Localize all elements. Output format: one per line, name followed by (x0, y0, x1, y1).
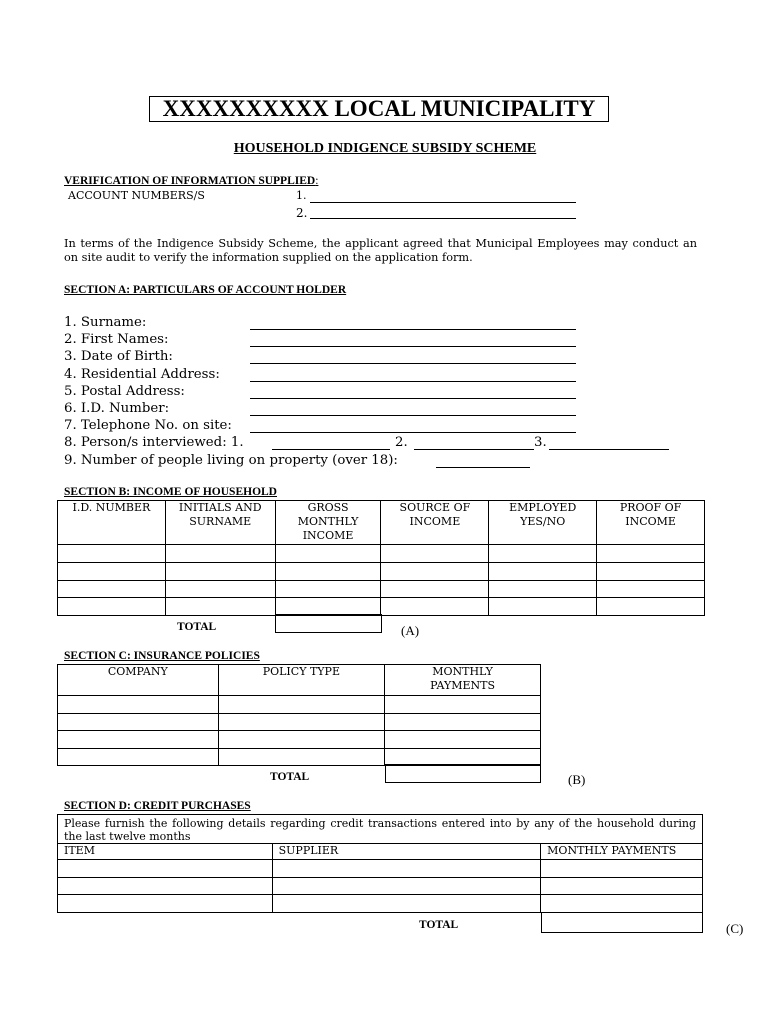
table-row (58, 545, 705, 563)
person-3-label: 3. (534, 435, 547, 450)
table-cell[interactable] (218, 714, 385, 731)
table-cell[interactable] (385, 714, 541, 731)
people-over-18-field[interactable] (436, 467, 530, 468)
table-row (58, 895, 703, 913)
verification-heading: VERIFICATION OF INFORMATION SUPPLIED: (64, 175, 319, 187)
section-d-instruction: Please furnish the following details regarding credit transactions entered into by any of the household during the last twelve months (58, 815, 703, 844)
telephone-label: 7. Telephone No. on site: (64, 418, 232, 433)
table-cell[interactable] (58, 696, 219, 714)
table-cell[interactable] (58, 731, 219, 749)
section-d-marker: (C) (726, 921, 744, 936)
surname-label: 1. Surname: (64, 315, 147, 330)
insurance-table (57, 664, 541, 766)
table-row (58, 731, 541, 749)
table-row (58, 714, 541, 731)
table-cell[interactable] (165, 545, 275, 563)
table-header-row (58, 665, 541, 696)
column-header: POLICY TYPE (218, 665, 385, 696)
date-of-birth-field[interactable] (250, 363, 576, 364)
table-cell[interactable] (381, 545, 489, 563)
credit-purchases-table (57, 814, 703, 913)
table-cell[interactable] (218, 696, 385, 714)
table-cell[interactable] (272, 895, 541, 913)
table-cell[interactable] (597, 563, 705, 581)
table-row (58, 878, 703, 895)
residential-address-field[interactable] (250, 381, 576, 382)
table-cell[interactable] (597, 581, 705, 598)
table-cell[interactable] (385, 749, 541, 766)
column-header: ITEM (58, 844, 273, 860)
table-cell[interactable] (541, 878, 703, 895)
table-cell[interactable] (58, 860, 273, 878)
column-header: COMPANY (58, 665, 219, 696)
table-cell[interactable] (218, 749, 385, 766)
table-cell[interactable] (58, 749, 219, 766)
column-header: MONTHLY PAYMENTS (385, 665, 541, 696)
table-cell[interactable] (165, 563, 275, 581)
section-a-heading: SECTION A: PARTICULARS OF ACCOUNT HOLDER (64, 284, 347, 296)
section-d-total-label: TOTAL (419, 919, 459, 931)
table-cell[interactable] (385, 731, 541, 749)
column-header: EMPLOYED YES/NO (489, 501, 597, 545)
person-2-label: 2. (395, 435, 408, 450)
page-title: XXXXXXXXXX LOCAL MUNICIPALITY (149, 96, 609, 122)
form-subtitle: HOUSEHOLD INDIGENCE SUBSIDY SCHEME (233, 141, 537, 156)
table-cell[interactable] (381, 598, 489, 616)
table-row (58, 860, 703, 878)
postal-address-label: 5. Postal Address: (64, 384, 185, 399)
postal-address-field[interactable] (250, 398, 576, 399)
table-cell[interactable] (597, 598, 705, 616)
table-cell[interactable] (165, 598, 275, 616)
column-header: GROSS MONTHLY INCOME (275, 501, 381, 545)
first-names-field[interactable] (250, 346, 576, 347)
section-d-total-field[interactable] (541, 912, 703, 933)
column-header: SUPPLIER (272, 844, 541, 860)
table-cell[interactable] (597, 545, 705, 563)
column-header: INITIALS AND SURNAME (165, 501, 275, 545)
column-header: I.D. NUMBER (58, 501, 166, 545)
table-cell[interactable] (58, 581, 166, 598)
account-number-2-label: 2. (296, 206, 308, 220)
table-header-row (58, 501, 705, 545)
table-cell[interactable] (272, 878, 541, 895)
table-cell[interactable] (58, 563, 166, 581)
account-number-2-field[interactable] (310, 218, 576, 219)
table-cell[interactable] (58, 878, 273, 895)
section-c-total-label: TOTAL (270, 771, 310, 783)
residential-address-label: 4. Residential Address: (64, 367, 220, 382)
person-3-field[interactable] (549, 449, 669, 450)
person-1-field[interactable] (272, 449, 390, 450)
section-b-heading: SECTION B: INCOME OF HOUSEHOLD (64, 486, 277, 498)
table-cell[interactable] (489, 598, 597, 616)
table-cell[interactable] (218, 731, 385, 749)
account-number-1-field[interactable] (310, 202, 576, 203)
instruction-row (58, 815, 703, 844)
table-cell[interactable] (381, 581, 489, 598)
telephone-field[interactable] (250, 432, 576, 433)
intro-paragraph: In terms of the Indigence Subsidy Scheme, the applicant agreed that Municipal Employees may conduct an on site audit to verify the information supplied on the application form. (64, 237, 697, 264)
surname-field[interactable] (250, 329, 576, 330)
section-d-heading: SECTION D: CREDIT PURCHASES (64, 800, 251, 812)
table-row (58, 581, 705, 598)
table-row (58, 563, 705, 581)
table-cell[interactable] (275, 598, 381, 616)
table-cell[interactable] (275, 581, 381, 598)
table-cell[interactable] (58, 714, 219, 731)
table-cell[interactable] (275, 563, 381, 581)
date-of-birth-label: 3. Date of Birth: (64, 349, 173, 364)
column-header: MONTHLY PAYMENTS (541, 844, 703, 860)
table-cell[interactable] (275, 545, 381, 563)
section-b-total-label: TOTAL (177, 621, 217, 633)
table-cell[interactable] (541, 860, 703, 878)
table-cell[interactable] (541, 895, 703, 913)
table-row (58, 696, 541, 714)
table-row (58, 598, 705, 616)
table-cell[interactable] (272, 860, 541, 878)
column-header: SOURCE OF INCOME (381, 501, 489, 545)
table-cell[interactable] (385, 696, 541, 714)
table-cell[interactable] (58, 598, 166, 616)
income-table (57, 500, 705, 616)
section-c-marker: (B) (568, 772, 586, 787)
section-b-marker: (A) (401, 623, 420, 638)
table-cell[interactable] (489, 545, 597, 563)
section-c-total-field[interactable] (385, 764, 541, 783)
persons-interviewed-label: 8. Person/s interviewed: 1. (64, 435, 244, 450)
table-cell[interactable] (489, 581, 597, 598)
account-numbers-label: ACCOUNT NUMBERS/S (68, 189, 205, 202)
section-c-heading: SECTION C: INSURANCE POLICIES (64, 650, 260, 662)
id-number-label: 6. I.D. Number: (64, 401, 170, 416)
id-number-field[interactable] (250, 415, 576, 416)
table-cell[interactable] (381, 563, 489, 581)
table-header-row (58, 844, 703, 860)
table-cell[interactable] (58, 545, 166, 563)
table-cell[interactable] (58, 895, 273, 913)
table-cell[interactable] (489, 563, 597, 581)
person-2-field[interactable] (414, 449, 534, 450)
account-number-1-label: 1. (296, 189, 307, 202)
people-over-18-label: 9. Number of people living on property (over 18): (64, 453, 398, 468)
first-names-label: 2. First Names: (64, 332, 169, 347)
section-b-total-field[interactable] (275, 614, 382, 633)
table-cell[interactable] (165, 581, 275, 598)
table-row (58, 749, 541, 766)
column-header: PROOF OF INCOME (597, 501, 705, 545)
